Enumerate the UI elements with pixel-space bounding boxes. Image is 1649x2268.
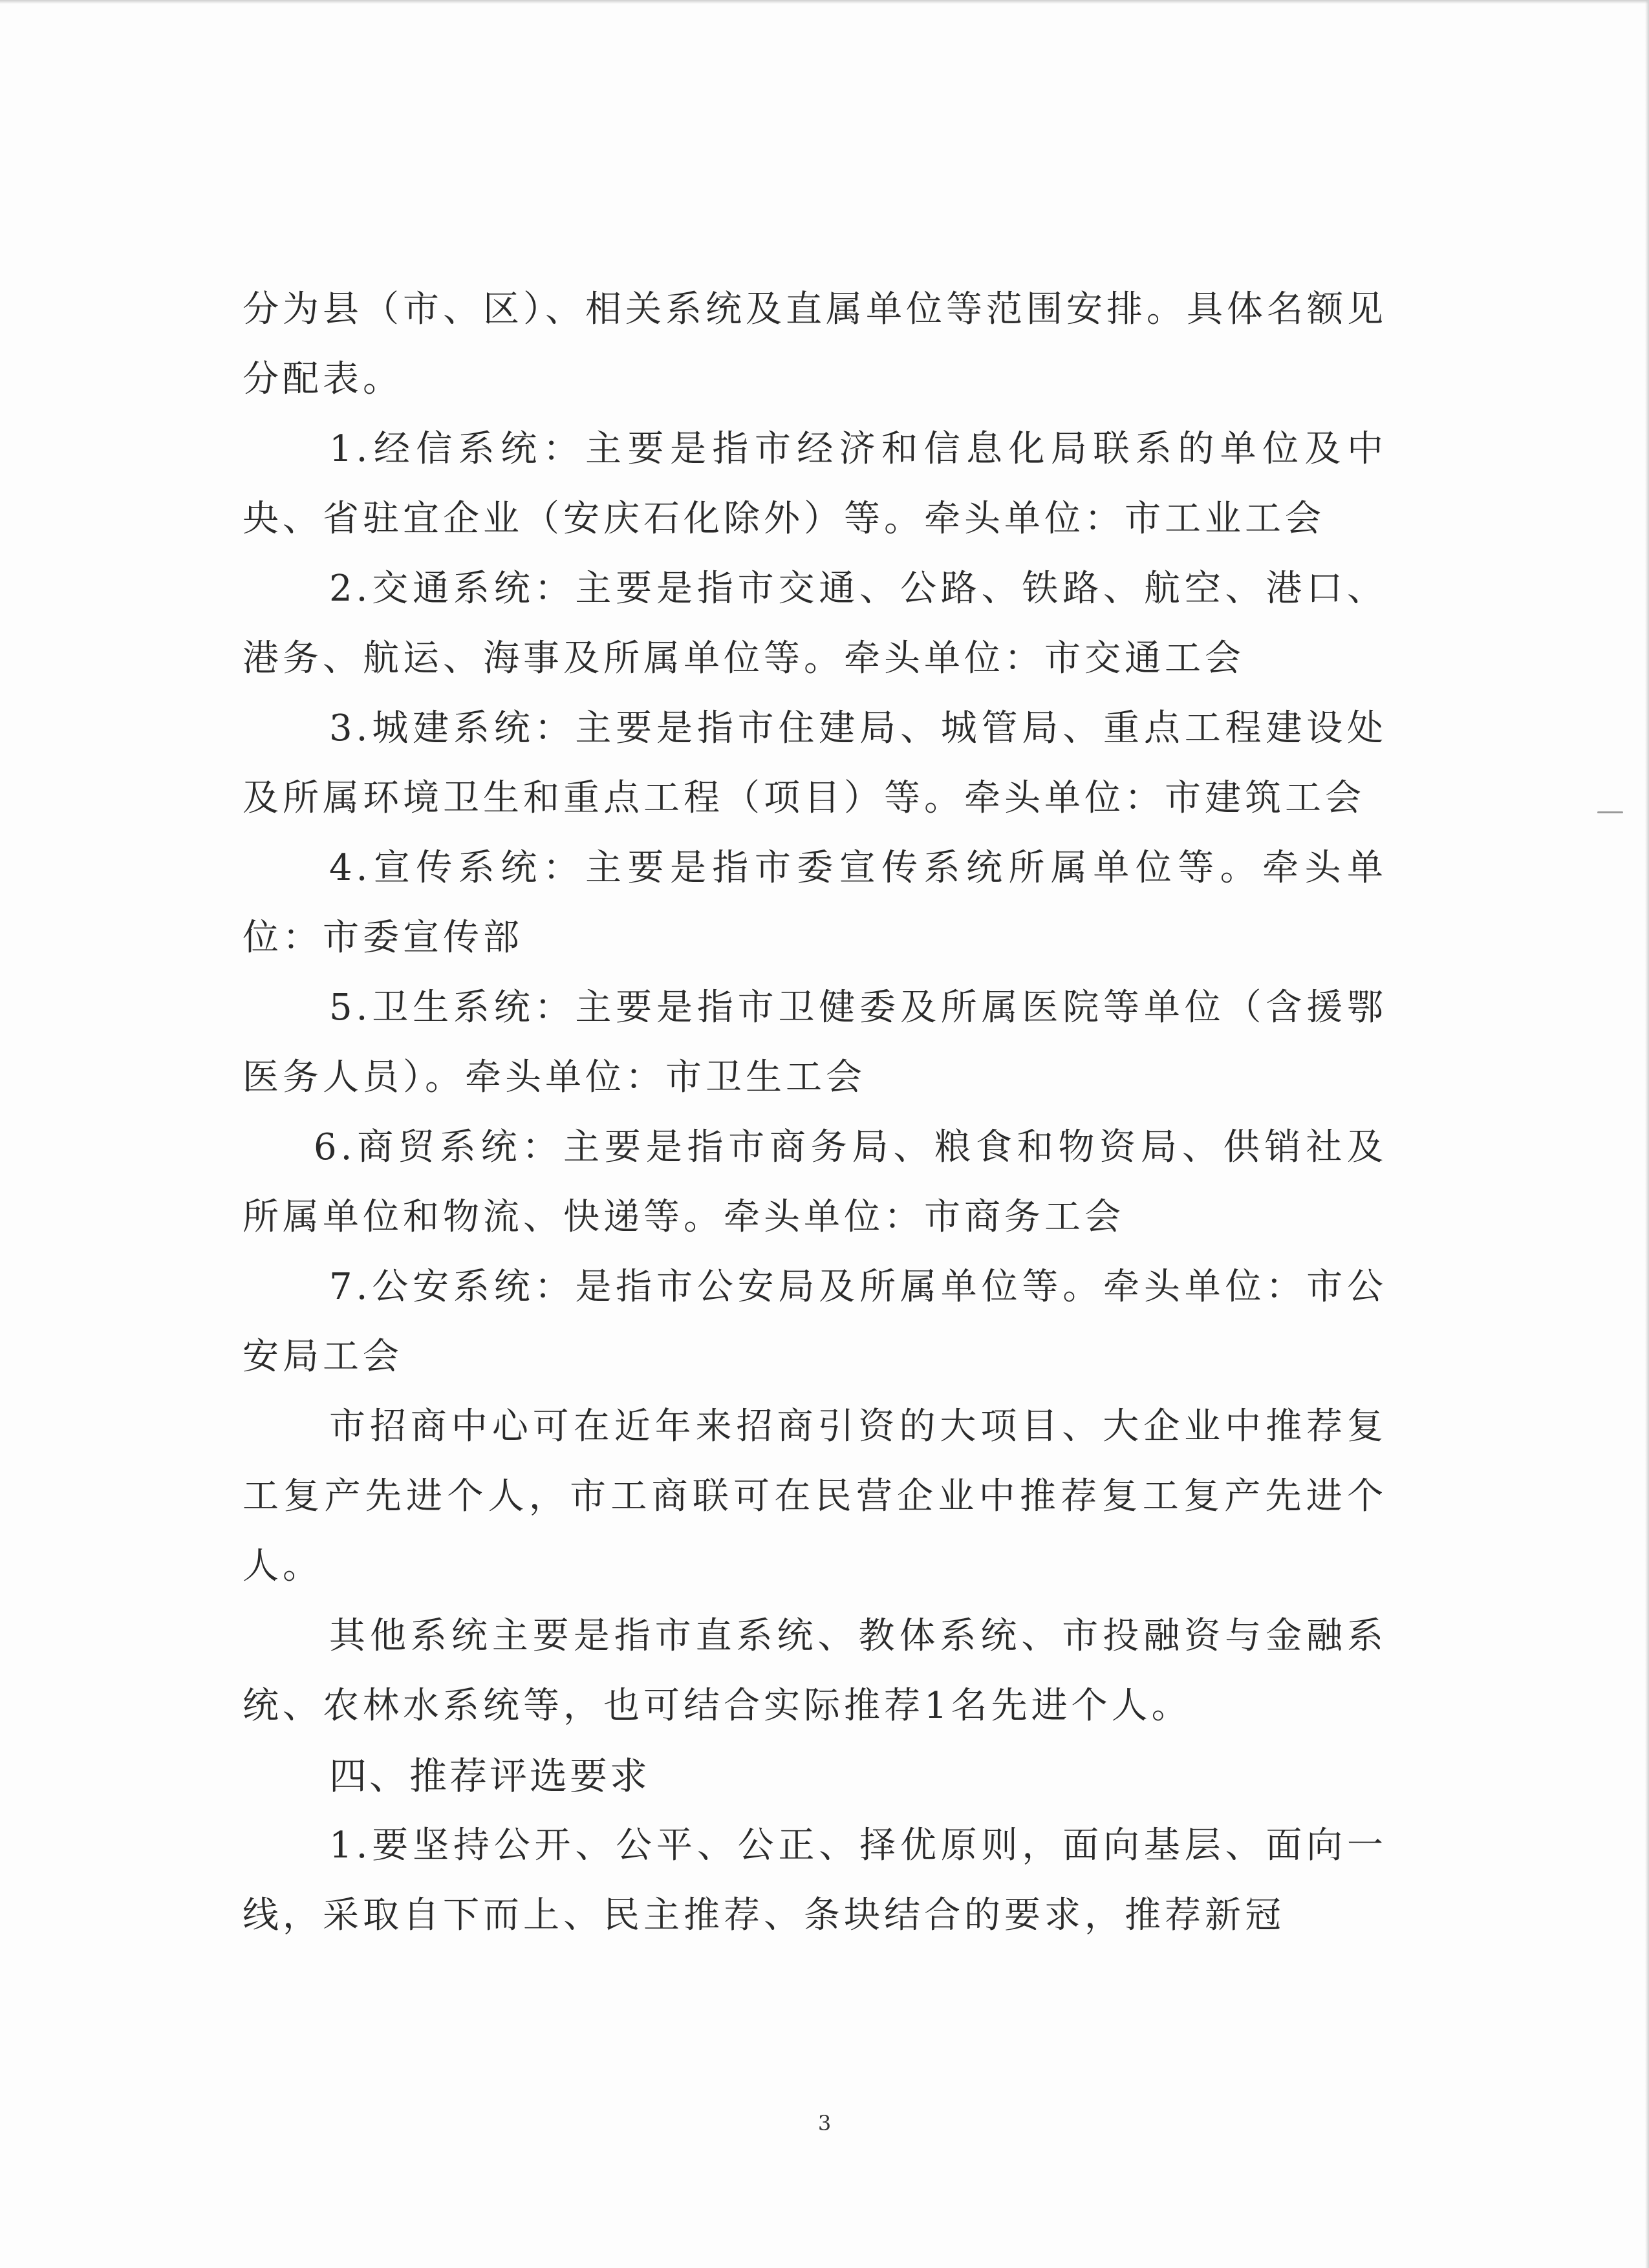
document-body — [242, 275, 1387, 1951]
paragraph-scope: 分为县（市、区）、相关系统及直属单位等范围安排。具体名额见分配表。 — [242, 288, 1387, 400]
paragraph-item-5: 5.卫生系统：主要是指市卫健委及所属医院等单位（含援鄂医务人员）。牵头单位：市卫生工会 — [242, 987, 1387, 1098]
scan-edge-top — [0, 0, 1649, 4]
paragraph-requirement-1: 1.要坚持公开、公平、公正、择优原则，面向基层、面向一线，采取自下而上、民主推荐、条块结合的要求，推荐新冠 — [242, 1824, 1387, 1936]
paragraph-item-2: 2.交通系统：主要是指市交通、公路、铁路、航空、港口、港务、航运、海事及所属单位等。牵头单位：市交通工会 — [242, 568, 1387, 679]
paragraph-item-4: 4.宣传系统：主要是指市委宣传系统所属单位等。牵头单位：市委宣传部 — [242, 847, 1387, 959]
paragraph-item-6: 6.商贸系统：主要是指市商务局、粮食和物资局、供销社及所属单位和物流、快递等。牵头单位：市商务工会 — [242, 1126, 1387, 1238]
paragraph-item-3: 3.城建系统：主要是指市住建局、城管局、重点工程建设处及所属环境卫生和重点工程（项目）等。牵头单位：市建筑工会 — [242, 707, 1387, 819]
section-heading: 四、推荐评选要求 — [329, 1754, 651, 1798]
paragraph-item-1: 1.经信系统：主要是指市经济和信息化局联系的单位及中央、省驻宜企业（安庆石化除外）等。牵头单位：市工业工会 — [242, 428, 1387, 540]
paragraph-other-systems: 其他系统主要是指市直系统、教体系统、市投融资与金融系统、农林水系统等，也可结合实际推荐1名先进个人。 — [242, 1615, 1387, 1727]
paragraph-investment-center: 市招商中心可在近年来招商引资的大项目、大企业中推荐复工复产先进个人，市工商联可在民营企业中推荐复工复产先进个人。 — [242, 1406, 1387, 1587]
page-number: 3 — [817, 2111, 832, 2135]
scan-edge-right — [1645, 0, 1649, 2268]
paragraph-item-7: 7.公安系统：是指市公安局及所属单位等。牵头单位：市公安局工会 — [242, 1266, 1387, 1378]
scan-speck — [1597, 811, 1623, 813]
